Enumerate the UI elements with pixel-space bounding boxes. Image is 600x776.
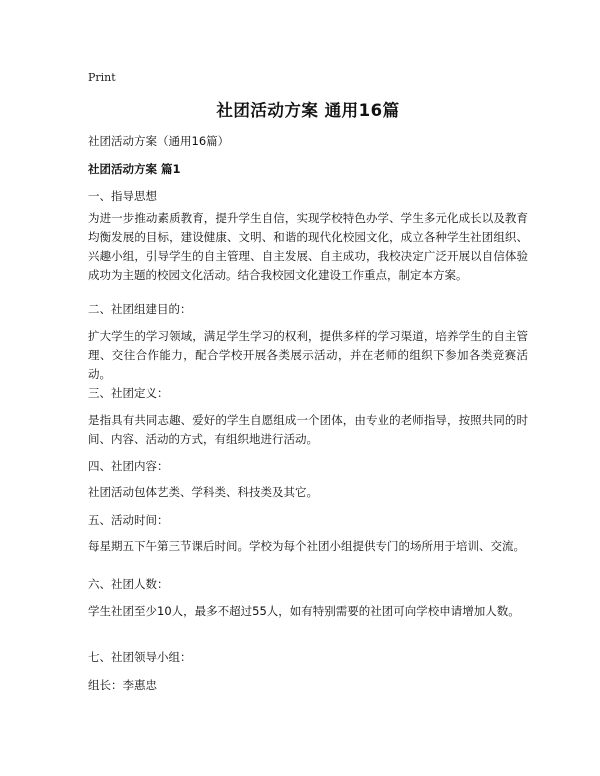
heading-club-purpose: 二、社团组建目的： [88,302,192,316]
print-label[interactable]: Print [88,71,116,84]
heading-activity-time: 五、活动时间： [88,513,169,527]
paragraph-activity-time: 每星期五下午第三节课后时间。学校为每个社团小组提供专门的场所用于培训、交流。 [88,539,525,553]
paragraph-club-purpose: 扩大学生的学习领域，满足学生学习的权利，提供多样的学习渠道，培养学生的自主管理、交往合作能力，配合学校开展各类展示活动，并在老师的组织下参加各类竞赛活动。 [88,329,528,381]
paragraph-club-definition: 是指具有共同志趣、爱好的学生自愿组成一个团体，由专业的老师指导，按照共同的时间、内容、活动的方式，有组织地进行活动。 [88,413,528,446]
heading-club-content: 四、社团内容： [88,459,169,473]
heading-club-definition: 三、社团定义： [88,386,169,400]
page-title: 社团活动方案 通用16篇 [216,101,400,120]
heading-club-size: 六、社团人数： [88,577,169,591]
paragraph-guiding-ideology: 为进一步推动素质教育，提升学生自信，实现学校特色办学、学生多元化成长以及教育均衡发展的目标，建设健康、文明、和谐的现代化校园文化，成立各种学生社团组织、兴趣小组，引导学生的自主管理、自主发展、自主成功，我校决定广泛开展以自信体验成功为主题的校园文化活动。结合我校园文化建设工作重点，制定本方案。 [88,211,528,282]
document-subtitle: 社团活动方案（通用16篇） [88,134,230,148]
heading-guiding-ideology: 一、指导思想 [88,189,157,203]
paragraph-leadership-group: 组长：李惠忠 [88,678,157,692]
heading-leadership-group: 七、社团领导小组： [88,650,192,664]
paragraph-club-content: 社团活动包体艺类、学科类、科技类及其它。 [88,485,318,499]
section-heading: 社团活动方案 篇1 [88,162,181,176]
paragraph-club-size: 学生社团至少10人，最多不超过55人，如有特别需要的社团可向学校申请增加人数。 [88,604,520,618]
